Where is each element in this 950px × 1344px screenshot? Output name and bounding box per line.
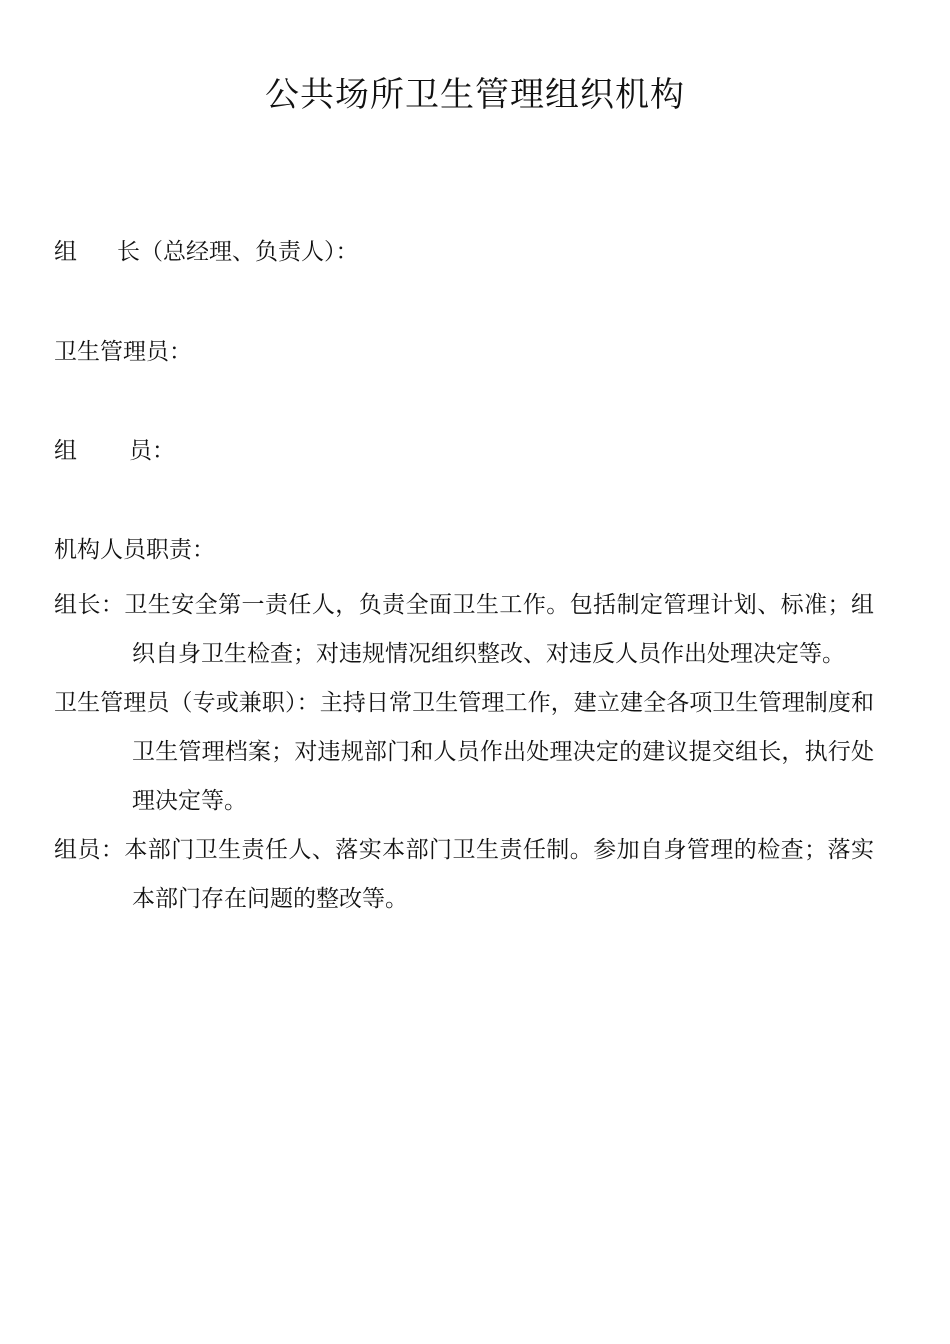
- sanitation-manager-label: 卫生管理员：: [54, 339, 192, 365]
- leader-label-part-1: 组: [54, 239, 77, 265]
- duty-paragraph-leader: 组长：卫生安全第一责任人，负责全面卫生工作。包括制定管理计划、标准；组织自身卫生检查；对违规情况组织整改、对违反人员作出处理决定等。: [54, 592, 874, 667]
- member-label-part-2: 员：: [129, 438, 175, 464]
- duty-paragraph-member: 组员：本部门卫生责任人、落实本部门卫生责任制。参加自身管理的检查；落实本部门存在问题的整改等。: [54, 837, 874, 912]
- member-label-part-1: 组: [54, 438, 77, 464]
- duty-paragraph-sanitation-manager: 卫生管理员（专或兼职）：主持日常卫生管理工作，建立建全各项卫生管理制度和卫生管理档案；对违规部门和人员作出处理决定的建议提交组长，执行处理决定等。: [54, 690, 874, 814]
- duties-list: [54, 581, 874, 924]
- leader-label-part-2: 长（总经理、负责人）：: [117, 239, 359, 265]
- member-field: [54, 435, 175, 467]
- duties-heading: 机构人员职责：: [54, 537, 215, 563]
- sanitation-manager-field: [54, 336, 192, 368]
- leader-field: [54, 236, 359, 268]
- page-title: 公共场所卫生管理组织机构: [265, 75, 685, 115]
